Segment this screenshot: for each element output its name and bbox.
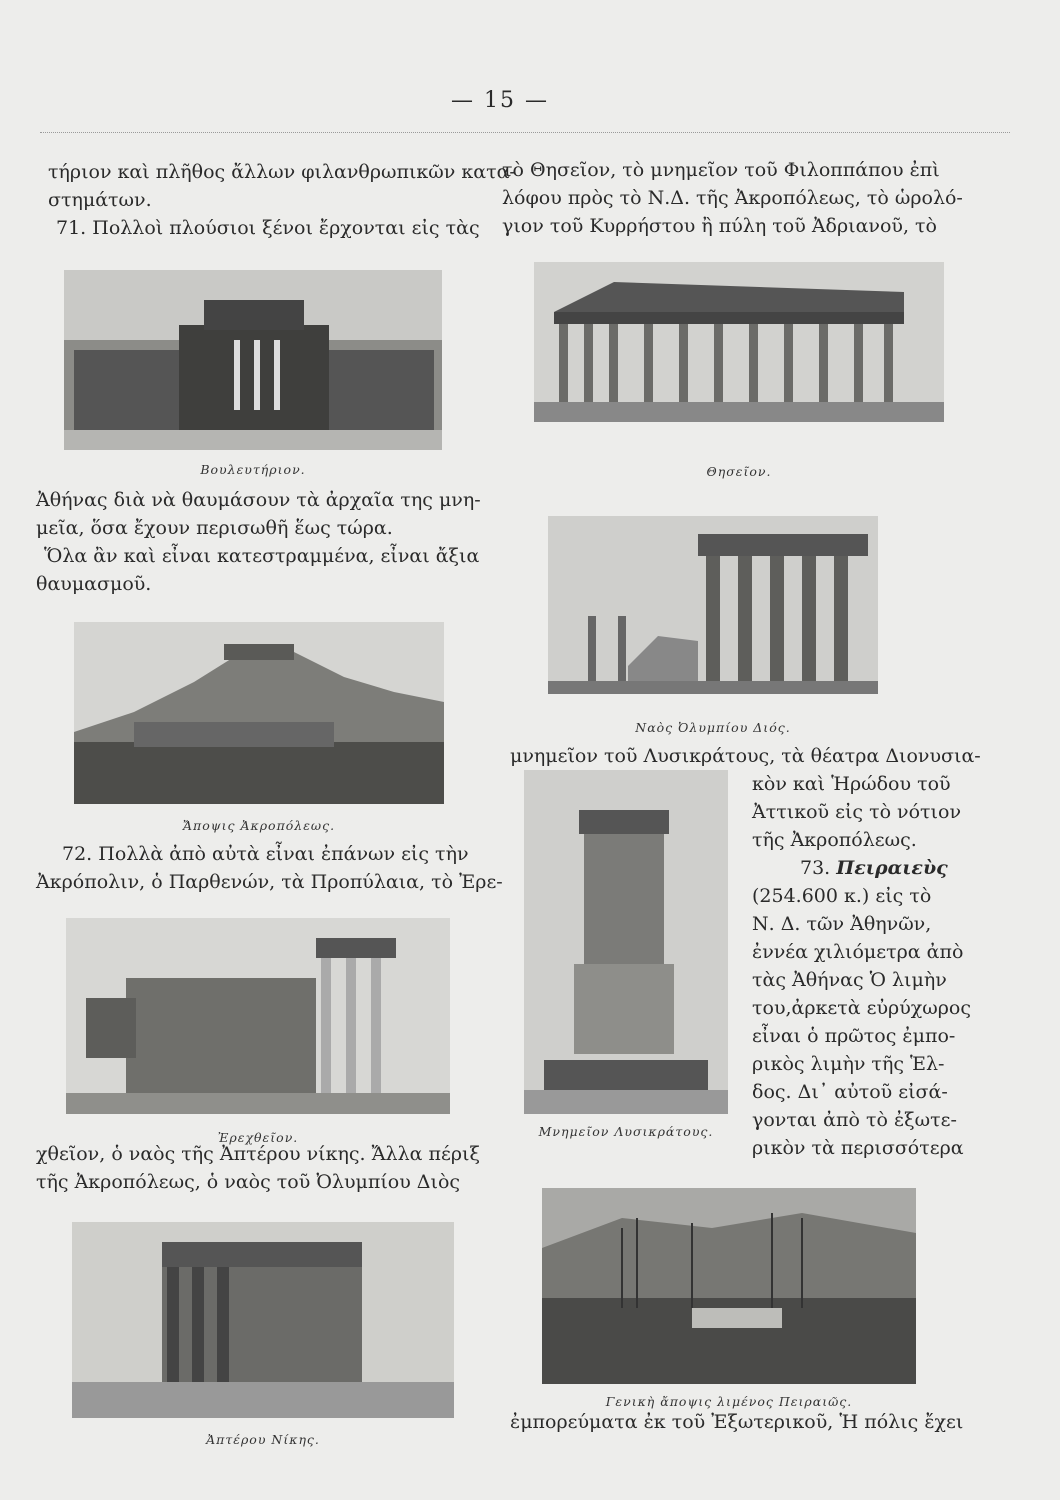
caption-vouleutirion: Βουλευτήριον.	[200, 462, 306, 477]
right-paragraph-1	[502, 156, 963, 240]
text-line: γιον τοῦ Κυρρήστου ἢ πύλη τοῦ Ἀδριανοῦ, τὸ	[502, 215, 937, 237]
text-line: λόφου πρὸς τὸ Ν.Δ. τῆς Ἀκροπόλεως, τὸ ὡρολό-	[502, 187, 963, 209]
section-number: 73.	[800, 857, 831, 879]
piraeus-harbour-photo	[542, 1188, 916, 1384]
lysicrates-photo	[524, 770, 728, 1114]
caption-acropolis: Ἄποψις Ἀκροπόλεως.	[182, 818, 336, 833]
text-line: δος. Δι᾽ αὐτοῦ εἰσά-	[752, 1081, 948, 1103]
text-line: μνημεῖον τοῦ Λυσικράτους, τὰ θέατρα Διονυσια-	[510, 745, 981, 767]
left-paragraph-1	[48, 158, 516, 242]
text-line: ρικὸν τὰ περισσότερα	[752, 1137, 964, 1159]
vouleutirion-photo	[64, 270, 442, 450]
text-line: 71. Πολλοὶ πλούσιοι ξένοι ἔρχονται εἰς τὰς	[56, 217, 480, 239]
caption-olympieion: Ναὸς Ὀλυμπίου Διός.	[635, 720, 791, 735]
text-line: τὰς Ἀθήνας Ὁ λιμὴν	[752, 969, 947, 991]
text-line: 72. Πολλὰ ἀπὸ αὐτὰ εἶναι ἐπάνων εἰς τὴν	[62, 843, 469, 865]
right-paragraph-4	[510, 1408, 963, 1436]
right-paragraph-3	[752, 854, 971, 1162]
caption-theseion: Θησεῖον.	[706, 464, 772, 479]
text-line: Ὅλα ἂν καὶ εἶναι κατεστραμμένα, εἶναι ἄξια	[44, 545, 480, 567]
left-paragraph-3	[36, 840, 503, 896]
caption-erechtheion: Ἐρεχθεῖον.	[217, 1130, 299, 1145]
apteros-nike-photo	[72, 1222, 454, 1418]
erechtheion-photo	[66, 918, 450, 1114]
left-paragraph-4	[36, 1140, 480, 1196]
text-line: χθεῖον, ὁ ναὸς τῆς Ἀπτέρου νίκης. Ἄλλα πέριξ	[36, 1143, 480, 1165]
text-line: εἶναι ὁ πρῶτος ἐμπο-	[752, 1025, 956, 1047]
caption-lysicrates: Μνημεῖον Λυσικράτους.	[538, 1124, 714, 1139]
text-line: Ἀκρόπολιν, ὁ Παρθενών, τὰ Προπύλαια, τὸ Ἐρε-	[36, 871, 503, 893]
page-number: — 15 —	[451, 88, 549, 113]
text-line: του,ἀρκετὰ εὐρύχωρος	[752, 997, 972, 1019]
text-line: Ἀθήνας διὰ νὰ θαυμάσουν τὰ ἀρχαῖα της μνη-	[36, 489, 481, 511]
text-line: ἐμπορεύματα ἐκ τοῦ Ἐξωτερικοῦ, Ἡ πόλις ἔχει	[510, 1411, 964, 1433]
caption-apteros: Ἀπτέρου Νίκης.	[206, 1432, 320, 1447]
text-line: στημάτων.	[48, 189, 152, 211]
text-line: τῆς Ἀκροπόλεως, ὁ ναὸς τοῦ Ὀλυμπίου Διὸς	[36, 1171, 461, 1193]
text-line: κὸν καὶ Ἡρώδου τοῦ	[752, 773, 951, 795]
text-line: τήριον καὶ πλῆθος ἄλλων φιλανθρωπικῶν κατα-	[48, 161, 516, 183]
text-line: μεῖα, ὅσα ἔχουν περισωθῆ ἕως τώρα.	[36, 517, 393, 539]
olympieion-photo	[548, 516, 878, 694]
text-line: Ν. Δ. τῶν Ἀθηνῶν,	[752, 913, 932, 935]
left-paragraph-2	[36, 486, 481, 598]
right-paragraph-2-wrap	[752, 770, 961, 854]
header-rule	[40, 132, 1010, 133]
text-line: τῆς Ἀκροπόλεως.	[752, 829, 917, 851]
section-heading-piraeus: Πειραιεὺς	[836, 857, 948, 879]
right-paragraph-2-first	[510, 742, 981, 770]
text-line: (254.600 κ.) εἰς τὸ	[752, 885, 932, 907]
text-line: ρικὸς λιμὴν τῆς Ἑλ-	[752, 1053, 945, 1075]
text-line: θαυμασμοῦ.	[36, 573, 152, 595]
acropolis-photo	[74, 622, 444, 804]
text-line: Ἀττικοῦ εἰς τὸ νότιον	[752, 801, 961, 823]
text-line: γονται ἀπὸ τὸ ἐξωτε-	[752, 1109, 957, 1131]
caption-piraeus: Γενικὴ ἄποψις λιμένος Πειραιῶς.	[605, 1394, 853, 1409]
theseion-photo	[534, 262, 944, 422]
text-line: τὸ Θησεῖον, τὸ μνημεῖον τοῦ Φιλοππάπου ἐπὶ	[502, 159, 940, 181]
text-line: ἐννέα χιλιόμετρα ἀπὸ	[752, 941, 964, 963]
